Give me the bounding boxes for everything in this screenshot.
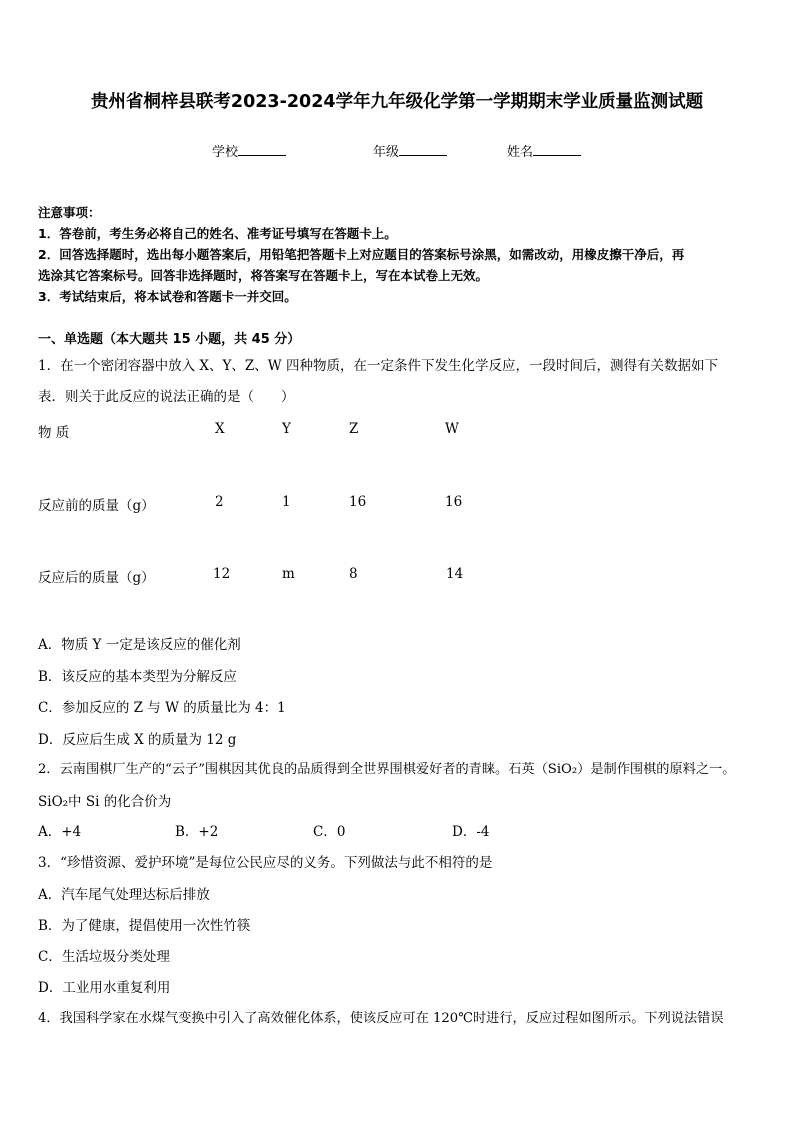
q1-option: B．该反应的基本类型为分解反应	[38, 669, 237, 685]
table-header-cell: X	[215, 421, 225, 437]
q1-option: A．物质 Y 一定是该反应的催化剂	[38, 637, 241, 653]
q2-option: A．+4	[38, 824, 82, 840]
table-cell: 16	[349, 494, 367, 510]
table-cell: 12	[213, 566, 231, 582]
note-line: 选涂其它答案标号。回答非选择题时，将答案写在答题卡上，写在本试卷上无效。	[38, 268, 489, 283]
table-cell: 2	[215, 494, 224, 510]
name-field	[507, 141, 581, 160]
school-field	[212, 141, 286, 160]
table-cell: 反应后的质量（g）	[38, 570, 155, 586]
name-label: 姓名	[507, 145, 534, 160]
section-heading: 一、单选题（本大题共 15 小题，共 45 分）	[38, 332, 301, 347]
note-line: 3．考试结束后，将本试卷和答题卡一并交回。	[38, 289, 297, 304]
q1-option: C．参加反应的 Z 与 W 的质量比为 4：1	[38, 700, 286, 716]
grade-blank	[399, 144, 447, 156]
note-line: 1．答卷前，考生务必将自己的姓名、准考证号填写在答题卡上。	[38, 226, 397, 241]
q2-option: C．0	[313, 824, 346, 840]
q3-option: B．为了健康，提倡使用一次性竹筷	[38, 918, 251, 934]
q2-stem-cont: SiO₂中 Si 的化合价为	[38, 794, 172, 810]
page-title: 贵州省桐梓县联考2023-2024学年九年级化学第一学期期末学业质量监测试题	[90, 92, 704, 112]
table-header-cell: Y	[282, 421, 291, 437]
q1-stem-cont: 表．则关于此反应的说法正确的是（ ）	[38, 389, 295, 405]
name-blank	[533, 144, 581, 156]
table-cell: 1	[282, 494, 291, 510]
grade-label: 年级	[373, 145, 400, 160]
table-cell: m	[282, 566, 295, 582]
q3-option: C．生活垃圾分类处理	[38, 949, 170, 965]
school-label: 学校	[212, 145, 239, 160]
q4-stem: 4．我国科学家在水煤气变换中引入了高效催化体系，使该反应可在 120℃时进行，反应过程如图所示。下列说法错误	[38, 1011, 724, 1026]
note-line: 2．回答选择题时，选出每小题答案后，用铅笔把答题卡上对应题目的答案标号涂黑，如需改动，用橡皮擦干净后，再	[38, 247, 685, 262]
school-blank	[238, 144, 286, 156]
q1-stem: 1．在一个密闭容器中放入 X、Y、Z、W 四种物质，在一定条件下发生化学反应，一段时间后，测得有关数据如下	[38, 358, 718, 374]
table-cell: 14	[446, 566, 464, 582]
table-header-cell: Z	[349, 421, 359, 437]
q2-option: D．-4	[452, 824, 490, 840]
table-header-cell: 物 质	[38, 425, 70, 441]
table-cell: 反应前的质量（g）	[38, 498, 155, 514]
grade-field	[373, 141, 447, 160]
table-cell: 16	[445, 494, 463, 510]
notes-heading: 注意事项：	[38, 205, 101, 220]
table-cell: 8	[349, 566, 358, 582]
table-header-cell: W	[445, 421, 459, 437]
q2-option: B．+2	[175, 824, 219, 840]
q3-option: D．工业用水重复利用	[38, 980, 171, 996]
q3-stem: 3．“珍惜资源、爱护环境”是每位公民应尽的义务。下列做法与此不相符的是	[38, 855, 493, 871]
q1-option: D．反应后生成 X 的质量为 12 g	[38, 732, 237, 748]
q3-option: A．汽车尾气处理达标后排放	[38, 887, 210, 903]
q2-stem: 2．云南围棋厂生产的“云子”围棋因其优良的品质得到全世界围棋爱好者的青睐。石英（SiO₂）是制作围棋的原料之一。	[38, 762, 736, 777]
